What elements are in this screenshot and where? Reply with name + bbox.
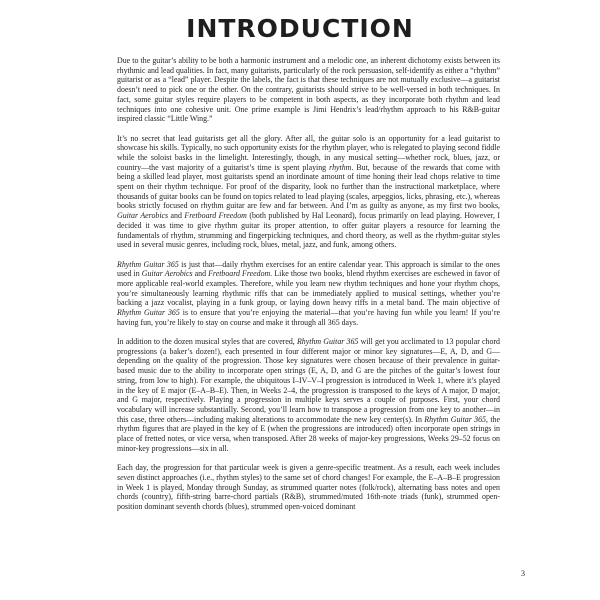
page-number: 3 (521, 569, 525, 578)
italic-title-text: Fretboard Freedom. (208, 269, 273, 279)
italic-title-text: Rhythm Guitar 365 (117, 259, 179, 269)
paragraph (117, 56, 500, 124)
paragraph (117, 260, 500, 328)
paragraph (117, 134, 500, 250)
text-run: In addition to the dozen musical styles that are covered, (117, 337, 297, 347)
paragraph (117, 463, 500, 512)
italic-title-text: Rhythm Guitar 365 (117, 308, 180, 318)
text-run: and (192, 269, 209, 279)
italic-title-text: rhythm (329, 162, 352, 172)
italic-title-text: seven (117, 472, 135, 482)
text-run: It’s no secret that lead guitarists get all the glory. After all, the guitar solo is an opportunity for a lead guitarist to showcase his skills. Typically, no such opportunity exists for the rhythm player, who is relegated to playing second fiddle while the soloist basks in the limelight. Interestingly, though, in any musical setting—whether rock, blues, jazz, or country—the vast majority of a guitarist’s time is spent playing (117, 133, 500, 172)
italic-title-text: Guitar Aerobics (141, 269, 193, 279)
text-run: is just that—daily rhythm exercises for an entire calendar year. This approach is similar to the ones used in (117, 259, 500, 279)
text-run: , the rhythm figures that are played in the key of E (when the progressions are introduced) often incorporate open strings in place of fretted notes, or vice versa, when transposed. After 28 weeks of major-key progressions, Weeks 29–52 focus on minor-key progressions—six in all. (117, 414, 500, 453)
page-title: INTRODUCTION (186, 14, 414, 43)
italic-title-text: Rhythm Guitar 365 (424, 414, 486, 424)
text-run: Due to the guitar’s ability to be both a harmonic instrument and a melodic one, an inherent dichotomy exists between its rhythmic and lead qualities. In fact, many guitarists, particularly of the rock persuasion, self-identify as either a “rhythm” guitarist or as a “lead” player. Despite the labels, the fact is that these techniques are not mutually exclusive—a guitarist doesn’t need to pick one or the other. On the contrary, guitarists should strive to be well-versed in both techniques. In fact, some guitar styles require players to be competent in both aspects, as they incorporate both rhythm and lead techniques into one cohesive unit. One prime example is Jimi Hendrix’s lead/rhythm approach to his R&B-guitar inspired classic “Little Wing.” (117, 56, 500, 124)
paragraph (117, 337, 500, 453)
text-run: is to ensure that you’re enjoying the material—that you’re having fun while you learn! If you’re having fun, you’re likely to stay on course and make it through all 365 days. (117, 308, 500, 327)
italic-title-text: Fretboard Freedom (184, 211, 247, 221)
italic-title-text: Guitar Aerobics (117, 211, 169, 221)
italic-title-text: Rhythm Guitar 365 (296, 337, 359, 347)
text-run: will get you acclimated to 13 popular chord progressions (a baker’s dozen!), each presented in four different major or minor key signatures—E, A, D, and G—depending on the quality of the progression. Those key signatures were chosen because of their prevalence in guitar-based music due to the ability to incorporate open strings (E, A, D, and G are the pitches of the guitar’s lowest four string, from low to high). For example, the ubiquitous I–IV–V–I progression is introduced in Week 1, where it’s played in the key of E major (E–A–B–E). Then, in Weeks 2–4, the progression is transposed to the keys of A major, D major, and G major, respectively. Playing a progression in multiple keys serves a couple of purposes. First, your chord vocabulary will increase substantially. Second, you’ll learn how to transpose a progression from one key to another—in this case, three others—including making alterations to accommodate the new key center(s). In (117, 337, 500, 424)
text-run: . But, because of the rewards that come with being a skilled lead player, most guitarists spend an inordinate amount of time honing their lead chops relative to time spent on their rhythm technique. For proof of the disparity, look no further than the instructional marketplace, where thousands of guitar books can be found on topics related to lead playing (scales, arpeggios, licks, phrasing, etc.), whereas books strictly focused on rhythm guitar are few and far between. And I’m as guilty as anyone, as my first two books, (117, 162, 501, 211)
text-run: Each day, the progression for that particular week is given a genre-specific treatment. As a result, each week includes (117, 463, 500, 473)
text-run: (both published by Hal Leonard), focus primarily on lead playing. However, I decided it was time to give rhythm guitar its proper attention, to offer guitar players a resource for learning the fundamentals of rhythm, strumming and fingerpicking techniques, and chord theory, as well as the rhythm-guitar styles used in several music genres, including rock, blues, metal, jazz, and funk, among others. (117, 211, 501, 250)
text-run: Like those two books, blend rhythm exercises are eschewed in favor of more applicable real-world examples. Therefore, while you learn new rhythm techniques and hone your rhythm chops, you’re simultaneously learning rhythmic riffs that can be immediately applied to musical settings, whether you’re backing a jazz vocalist, playing in a funk group, or laying down heavy riffs in a metal band. The main objective of (117, 269, 500, 308)
text-run: and (168, 211, 185, 221)
text-run: distinct approaches (i.e., rhythm styles) to the same set of chord changes! For example, the E–A–B–E progression in Week 1 is played, Monday through Sunday, as strummed quarter notes (folk/rock), alternating bass notes and open chords (country), fifth-string barre-chord partials (R&B), strummed/muted 16th-note triads (funk), strummed open-position dominant seventh chords (blues), strummed open-voiced dominant (117, 472, 500, 511)
body-text (117, 56, 500, 521)
